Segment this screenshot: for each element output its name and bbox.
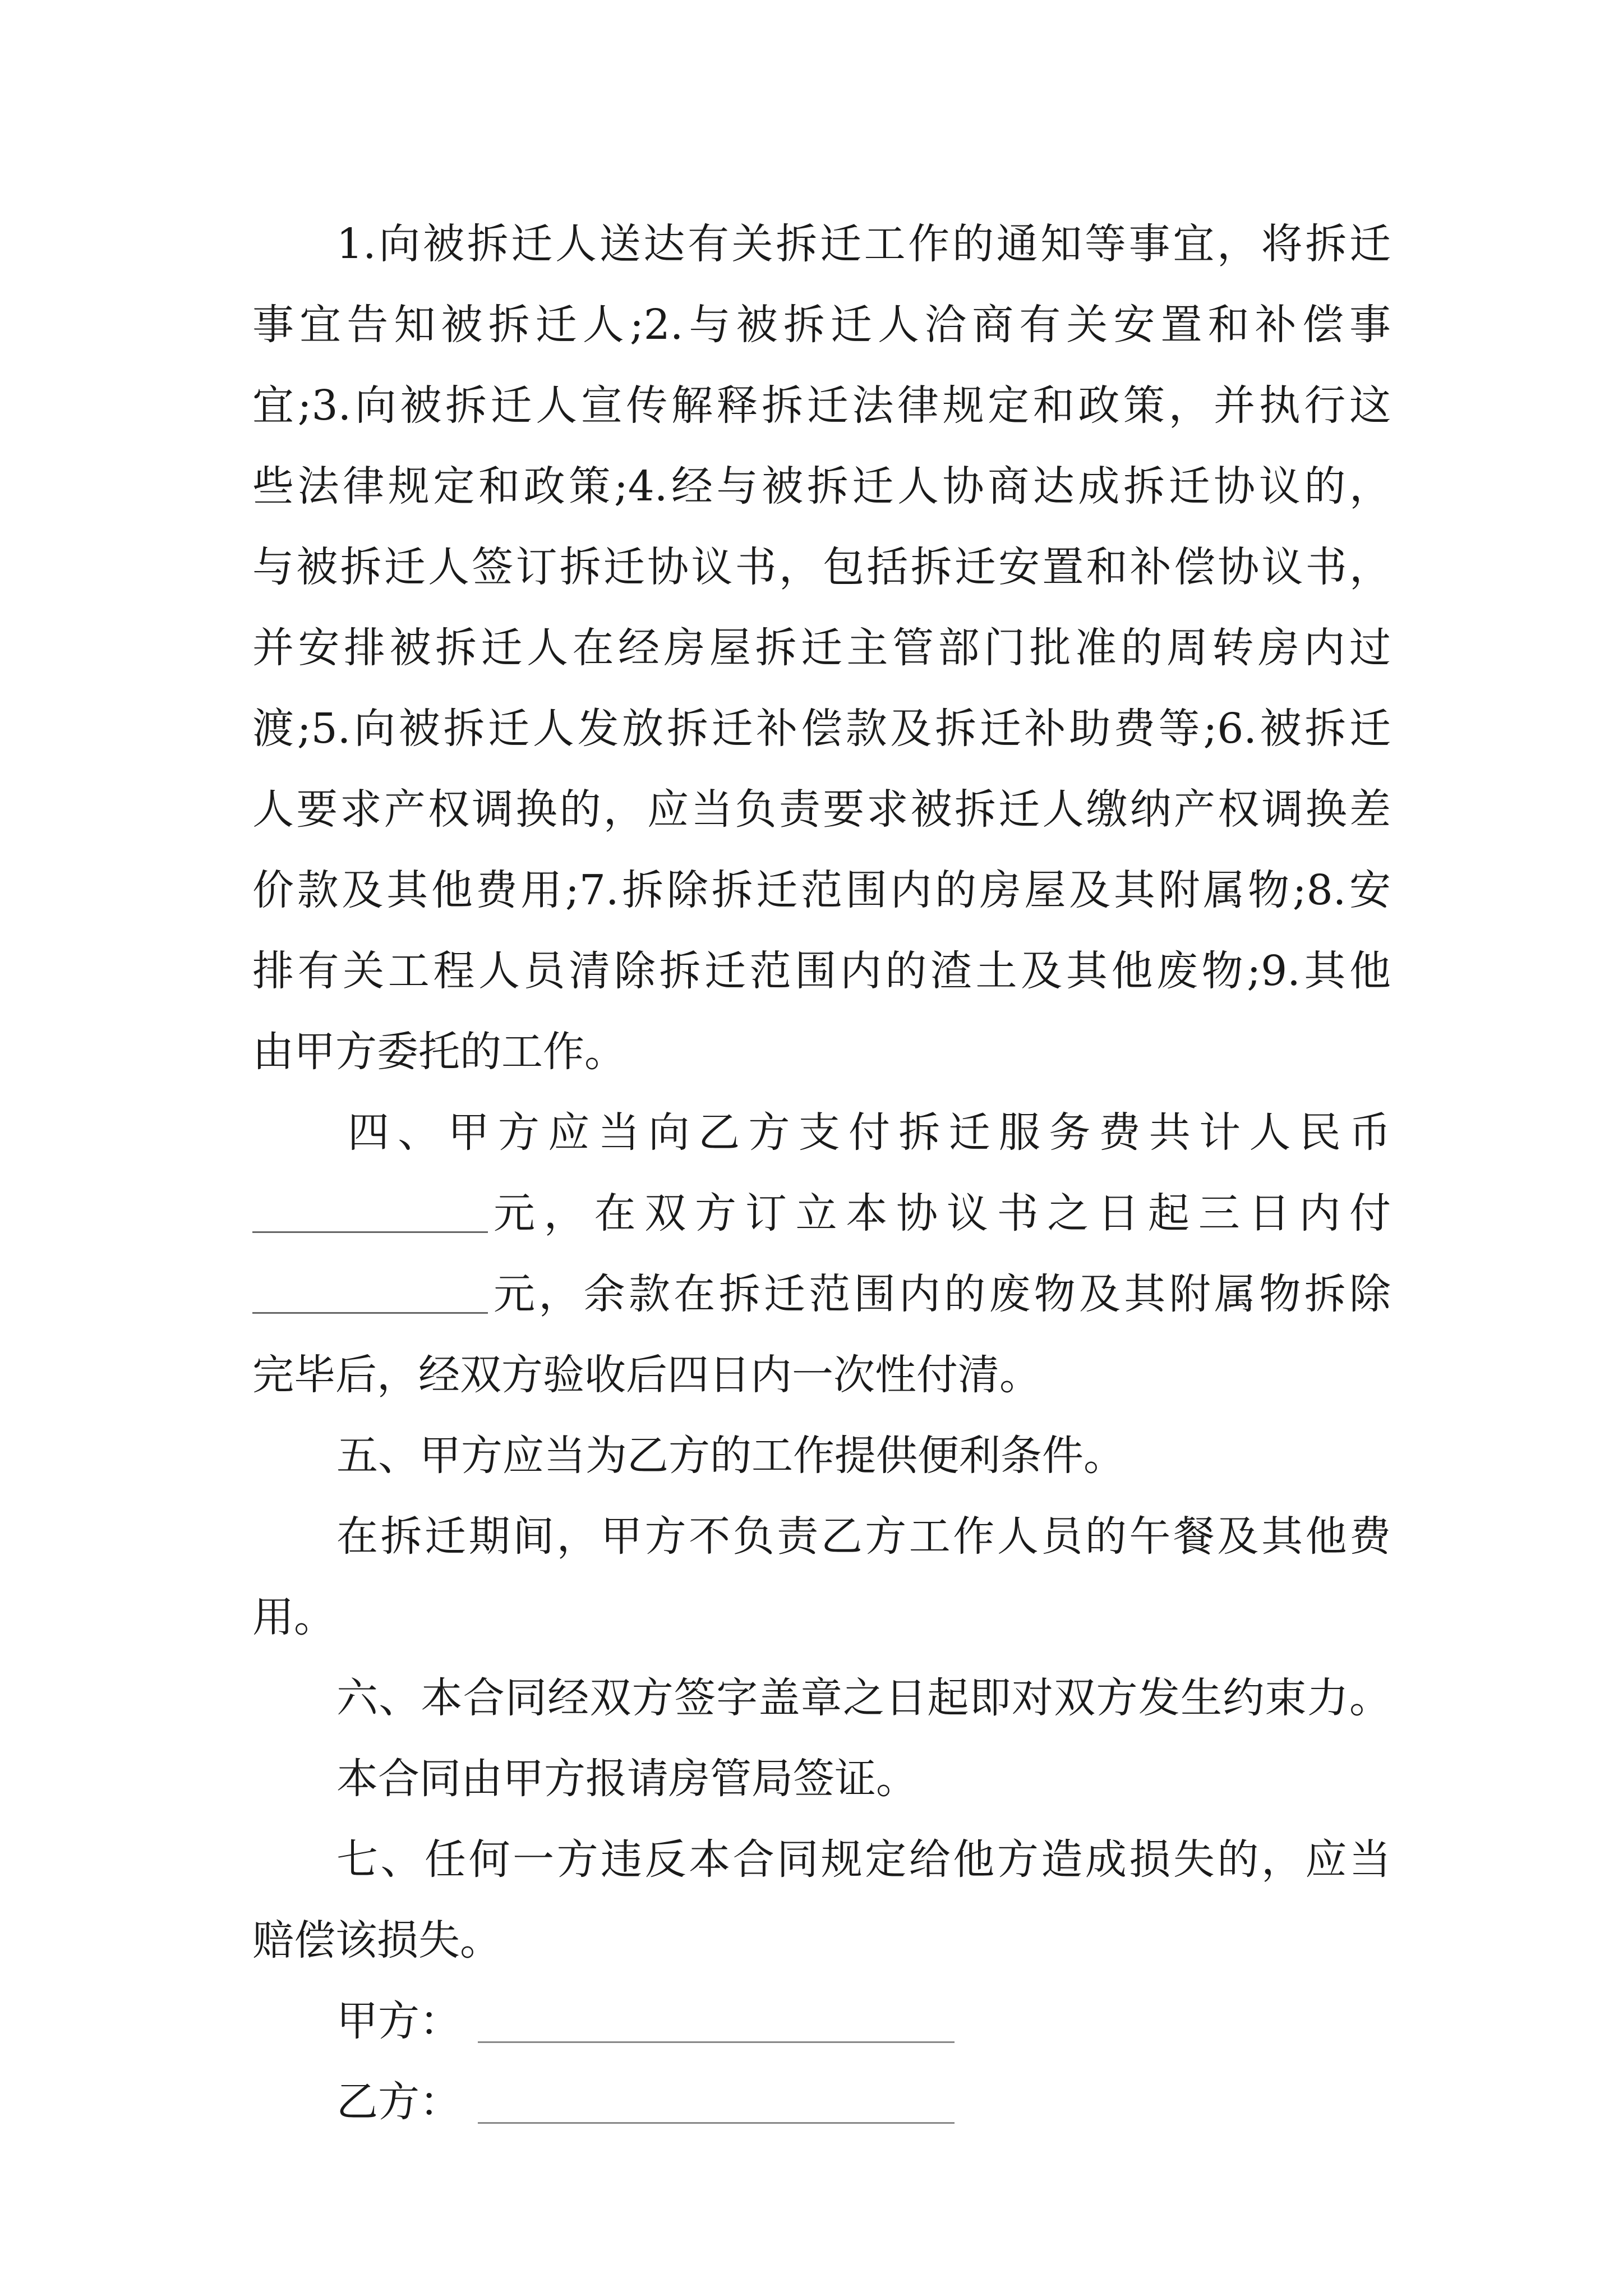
party-b-signature-row [336, 2060, 955, 2144]
first-payment-blank[interactable] [252, 1274, 488, 1314]
party-b-signature-field[interactable] [478, 2080, 955, 2124]
clause-four-line-4: 完毕后，经双方验收后四日内一次性付清。 [252, 1351, 1041, 1399]
clause-three-line-5: 与被拆迁人签订拆迁协议书，包括拆迁安置和补偿协议书， [252, 543, 1391, 591]
clause-seven-line-2: 赔偿该损失。 [252, 1916, 501, 1964]
clause-three-line-4: 些法律规定和政策;4.经与被拆迁人协商达成拆迁协议的， [252, 462, 1391, 510]
clause-three-line-10: 排有关工程人员清除拆迁范围内的渣土及其他废物;9.其他 [252, 947, 1391, 995]
clause-six-line-2: 本合同由甲方报请房管局签证。 [336, 1755, 917, 1803]
clause-three-line-2: 事宜告知被拆迁人;2.与被拆迁人洽商有关安置和补偿事 [252, 301, 1391, 349]
clause-three-line-7: 渡;5.向被拆迁人发放拆迁补偿款及拆迁补助费等;6.被拆迁 [252, 705, 1391, 753]
clause-three-line-9: 价款及其他费用;7.拆除拆迁范围内的房屋及其附属物;8.安 [252, 866, 1391, 914]
clause-five-line-1: 五、甲方应当为乙方的工作提供便利条件。 [336, 1432, 1125, 1480]
clause-three-line-8: 人要求产权调换的，应当负责要求被拆迁人缴纳产权调换差 [252, 785, 1391, 834]
clause-three-line-3: 宜;3.向被拆迁人宣传解释拆迁法律规定和政策，并执行这 [252, 381, 1391, 430]
clause-four-line-2: 元，在双方订立本协议书之日起三日内付 [494, 1189, 1391, 1237]
party-b-label: 乙方： [336, 2078, 461, 2126]
clause-seven-line-1: 七、任何一方违反本合同规定给他方造成损失的，应当 [336, 1835, 1391, 1884]
party-a-signature-row [336, 1979, 955, 2063]
clause-five-line-2: 在拆迁期间，甲方不负责乙方工作人员的午餐及其他费 [336, 1512, 1391, 1561]
clause-four-line-1: 四、甲方应当向乙方支付拆迁服务费共计人民币 [348, 1108, 1391, 1157]
clause-three-line-6: 并安排被拆迁人在经房屋拆迁主管部门批准的周转房内过 [252, 624, 1391, 672]
clause-six-line-1: 六、本合同经双方签字盖章之日起即对双方发生约束力。 [336, 1674, 1391, 1722]
clause-three-line-11: 由甲方委托的工作。 [252, 1028, 626, 1076]
party-a-label: 甲方： [336, 1997, 461, 2045]
clause-five-line-3: 用。 [252, 1593, 335, 1641]
clause-four-line-3: 元，余款在拆迁范围内的废物及其附属物拆除 [494, 1270, 1391, 1318]
service-fee-blank[interactable] [252, 1194, 488, 1233]
clause-three-line-1: 1.向被拆迁人送达有关拆迁工作的通知等事宜，将拆迁 [336, 220, 1391, 268]
clause-four-amount-row-1 [252, 1171, 488, 1255]
party-a-signature-field[interactable] [478, 1999, 955, 2043]
clause-four-amount-row-2 [252, 1252, 488, 1336]
